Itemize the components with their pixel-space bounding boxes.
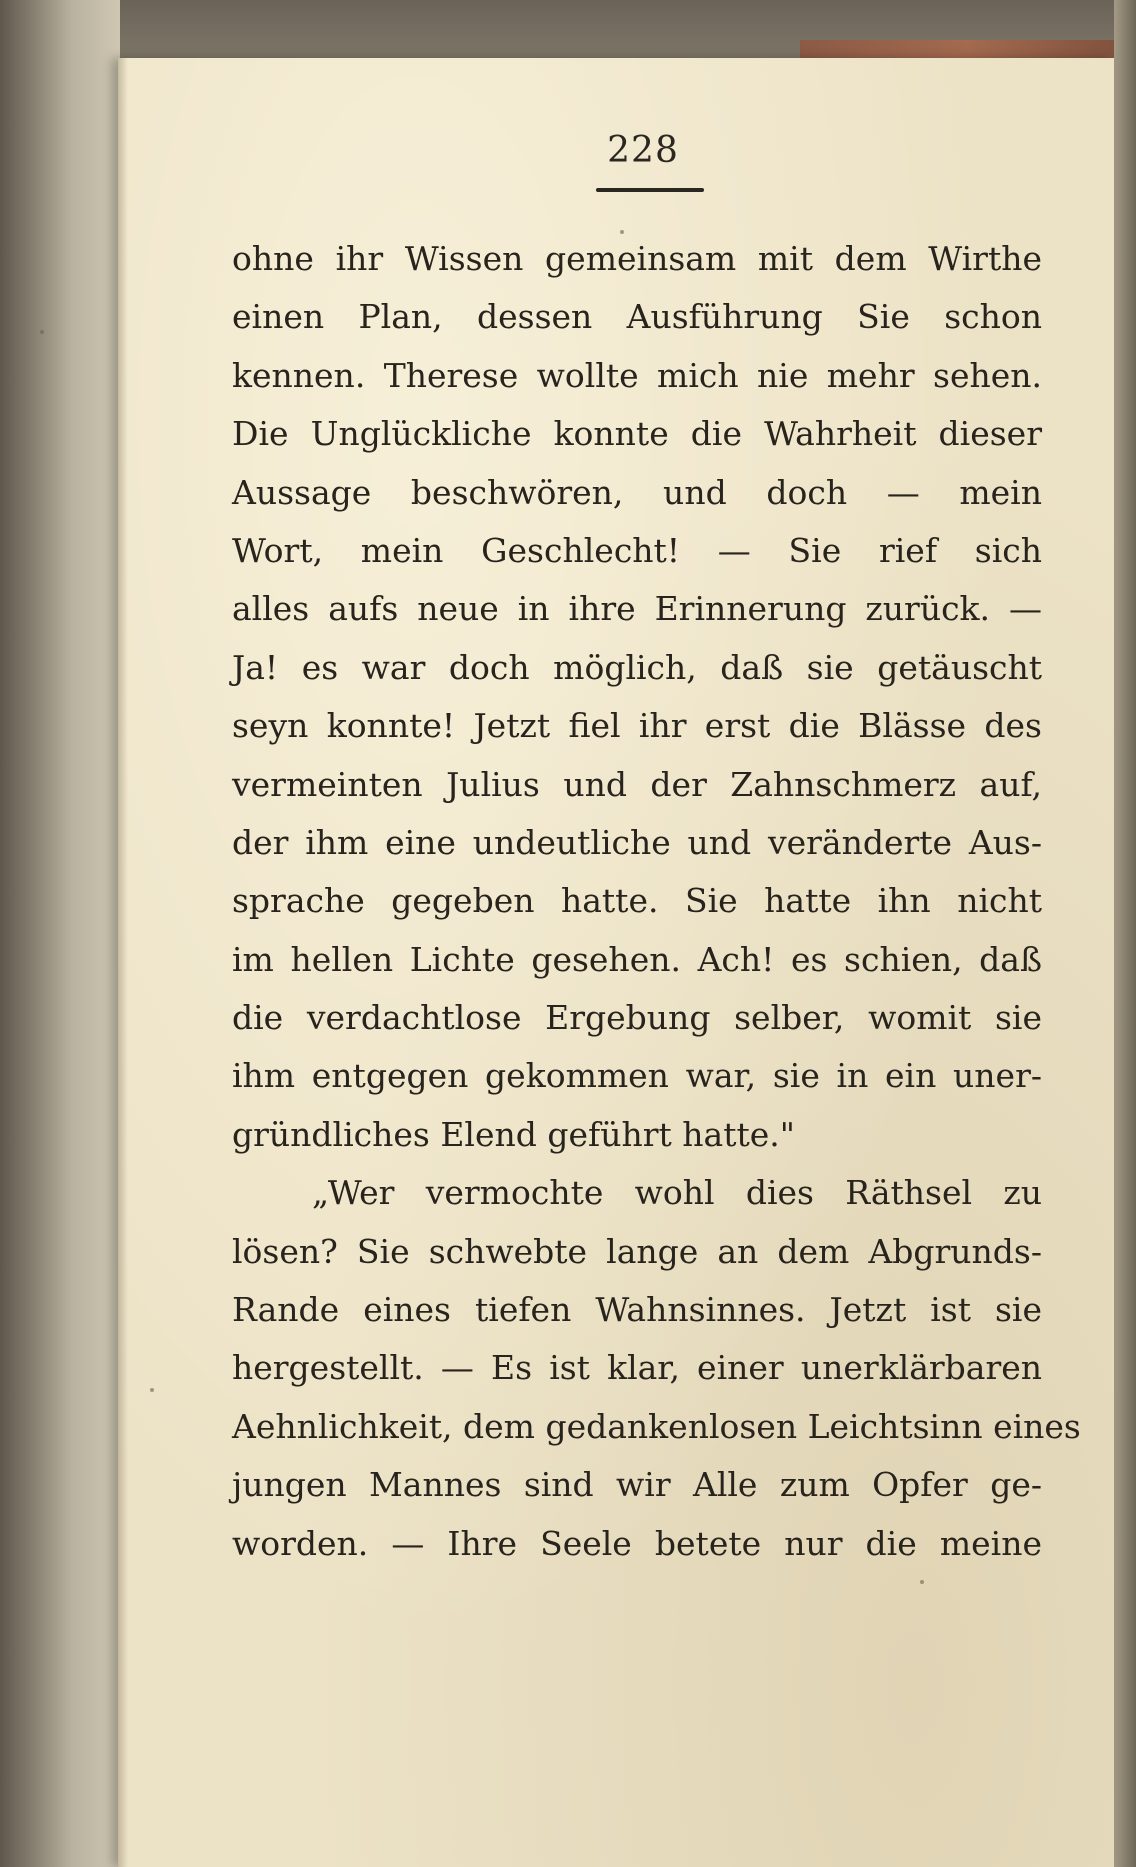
text-line: Ja! es war doch möglich, daß sie getäuscht (232, 647, 1042, 687)
page-number-rule (596, 188, 704, 192)
paper-speck (150, 1388, 154, 1392)
text-line: alles aufs neue in ihre Erinnerung zurück. — (232, 589, 1042, 629)
text-line: Aussage beschwören, und doch — mein (232, 472, 1042, 512)
text-line: lösen? Sie schwebte lange an dem Abgrunds- (232, 1231, 1042, 1271)
text-line: der ihm eine undeutliche und veränderte Aus- (232, 822, 1042, 862)
paper-speck (620, 230, 624, 234)
text-line: jungen Mannes sind wir Alle zum Opfer ge- (232, 1465, 1042, 1505)
text-line: einen Plan, dessen Ausführung Sie schon (232, 297, 1042, 337)
text-line: im hellen Lichte gesehen. Ach! es schien, daß (232, 939, 1042, 979)
page-number: 228 (607, 130, 679, 171)
text-line: vermeinten Julius und der Zahnschmerz auf, (232, 764, 1042, 804)
body-text (232, 230, 1081, 1573)
text-line: seyn konnte! Jetzt fiel ihr erst die Blässe des (232, 706, 1042, 746)
text-line: Die Unglückliche konnte die Wahrheit dieser (232, 414, 1042, 454)
text-line: worden. — Ihre Seele betete nur die meine (232, 1523, 1042, 1563)
text-line: Rande eines tiefen Wahnsinnes. Jetzt ist sie (232, 1290, 1042, 1330)
text-line: Wort, mein Geschlecht! — Sie rief sich (232, 530, 1042, 570)
text-line: die verdachtlose Ergebung selber, womit sie (232, 998, 1042, 1038)
text-line: „Wer vermochte wohl dies Räthsel zu (312, 1173, 1042, 1213)
text-line: sprache gegeben hatte. Sie hatte ihn nicht (232, 881, 1042, 921)
text-line: hergestellt. — Es ist klar, einer unerklärbaren (232, 1348, 1042, 1388)
text-line: ihm entgegen gekommen war, sie in ein uner- (232, 1056, 1042, 1096)
text-line: ohne ihr Wissen gemeinsam mit dem Wirthe (232, 239, 1042, 278)
text-line: kennen. Therese wollte mich nie mehr sehen. (232, 355, 1042, 395)
page-gutter-shadow (118, 58, 128, 1867)
paper-speck (40, 330, 44, 334)
paper-speck (920, 1580, 924, 1584)
text-line: gründliches Elend geführt hatte." (232, 1114, 795, 1154)
book-cover-right-edge (1114, 0, 1136, 1867)
text-line: Aehnlichkeit, dem gedankenlosen Leichtsinn eines (232, 1406, 1081, 1446)
book-cover-left-edge (0, 0, 120, 1867)
